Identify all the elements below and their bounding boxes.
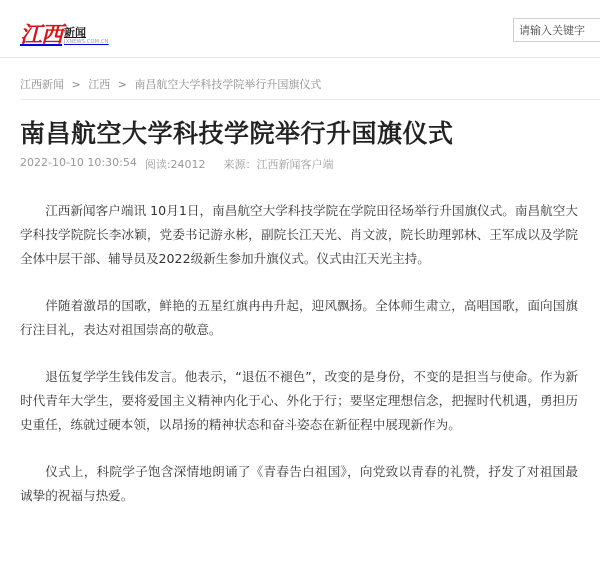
breadcrumb-item-jiangxi[interactable]: 江西 — [88, 78, 111, 91]
article-body — [20, 199, 578, 531]
article-meta — [20, 156, 334, 172]
search-box — [513, 18, 600, 42]
site-header — [0, 0, 600, 58]
view-count: 阅读:24012 — [144, 158, 206, 171]
logo-word: 新闻 — [64, 26, 87, 39]
publish-date: 2022-10-10 10:30:54 — [20, 156, 137, 169]
search-input[interactable] — [514, 20, 600, 42]
breadcrumb — [20, 76, 321, 92]
article-paragraph: 退伍复学学生钱伟发言。他表示，“退伍不褪色”，改变的是身份，不变的是担当与使命。作为新时代青年大学生，要将爱国主义精神内化于心、外化于行；要坚定理想信念，把握时代机遇，勇担历史重任，练就过硬本领，以昂扬的精神状态和奋斗姿态在新征程中展现新作为。 — [20, 369, 578, 432]
breadcrumb-separator: > — [71, 78, 81, 91]
breadcrumb-item-current[interactable]: 南昌航空大学科技学院举行升国旗仪式 — [134, 78, 322, 91]
article-paragraph: 江西新闻客户端讯 10月1日，南昌航空大学科技学院在学院田径场举行升国旗仪式。南昌航空大学科技学院院长李冰颖，党委书记游永彬，副院长江天光、肖文波，院长助理郭林、王军成以及学院全体中层干部、辅导员及2022级新生参加升旗仪式。仪式由江天光主持。 — [20, 203, 578, 266]
logo-text — [64, 27, 109, 46]
article-paragraph: 伴随着激昂的国歌，鲜艳的五星红旗冉冉升起，迎风飘扬。全体师生肃立，高唱国歌，面向国旗行注目礼，表达对祖国崇高的敬意。 — [20, 298, 578, 337]
site-logo[interactable] — [20, 16, 109, 46]
breadcrumb-divider — [20, 99, 600, 100]
breadcrumb-item-jiangxi-news[interactable]: 江西新闻 — [20, 78, 64, 91]
breadcrumb-separator: > — [117, 78, 127, 91]
article-source: 来源：江西新闻客户端 — [223, 158, 334, 171]
article-title: 南昌航空大学科技学院举行升国旗仪式 — [20, 119, 454, 148]
logo-domain: JXNEWS.COM.CN — [64, 39, 109, 45]
logo-mark: 江西 — [20, 22, 63, 48]
article-paragraph: 仪式上，科院学子饱含深情地朗诵了《青春告白祖国》，向党致以青春的礼赞，抒发了对祖国最诚挚的祝福与热爱。 — [20, 464, 578, 503]
